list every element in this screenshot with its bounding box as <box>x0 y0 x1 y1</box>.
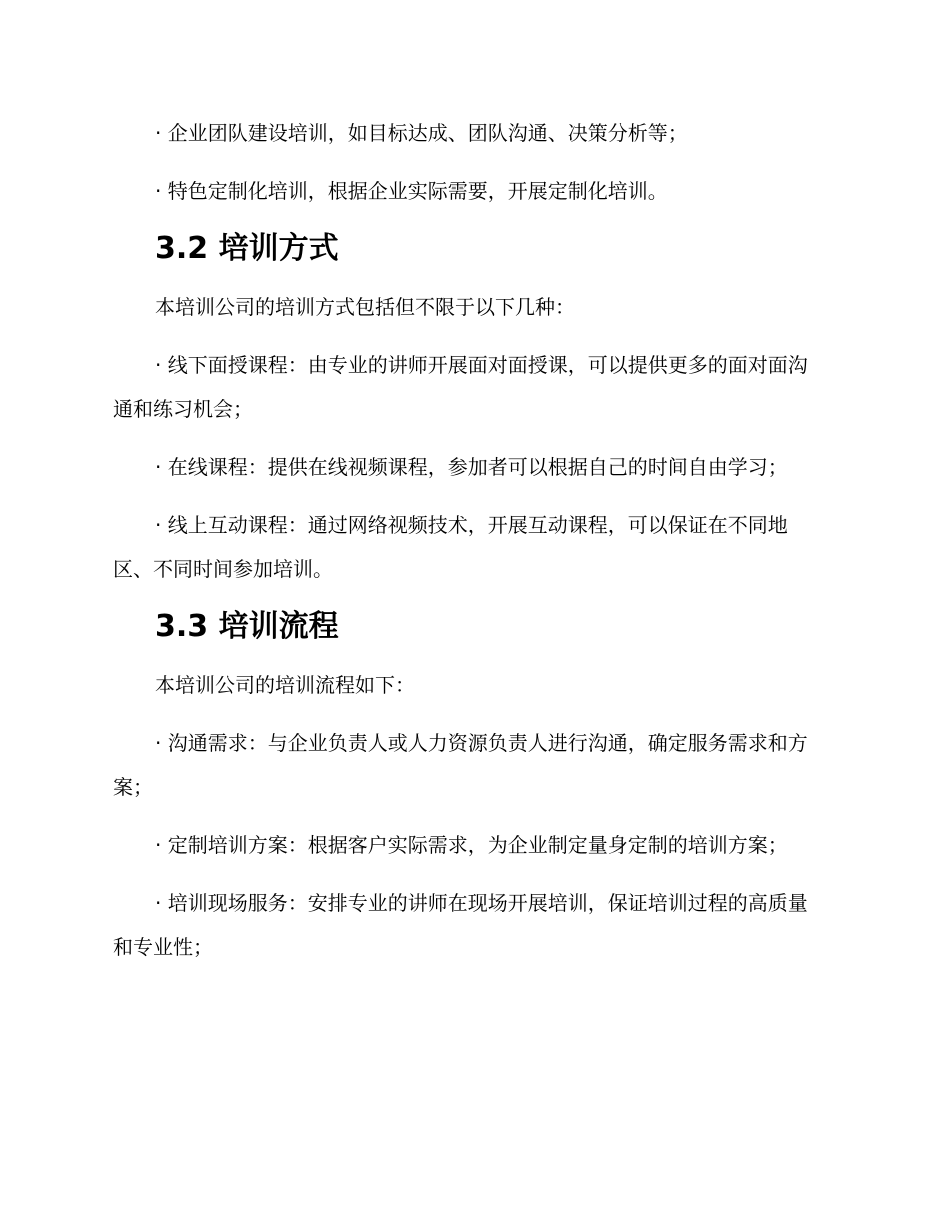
bullet-custom-plan: · 定制培训方案：根据客户实际需求，为企业制定量身定制的培训方案； <box>155 833 788 857</box>
bullet-offline-courses: · 线下面授课程：由专业的讲师开展面对面授课，可以提供更多的面对面沟通和练习机会； <box>113 353 808 421</box>
bullet-communicate-needs: · 沟通需求：与企业负责人或人力资源负责人进行沟通，确定服务需求和方案； <box>113 731 808 799</box>
section-heading-training-methods: 3.2 培训方式 <box>155 231 339 266</box>
bullet-online-courses: · 在线课程：提供在线视频课程，参加者可以根据自己的时间自由学习； <box>155 455 788 479</box>
bullet-custom-training: · 特色定制化培训，根据企业实际需要，开展定制化培训。 <box>155 179 668 203</box>
section-heading-training-process: 3.3 培训流程 <box>155 609 339 644</box>
bullet-team-building-training: · 企业团队建设培训，如目标达成、团队沟通、决策分析等； <box>155 121 688 145</box>
document-body <box>113 111 825 983</box>
bullet-interactive-online-courses: · 线上互动课程：通过网络视频技术，开展互动课程，可以保证在不同地区、不同时间参加培训。 <box>113 513 788 581</box>
training-methods-intro: 本培训公司的培训方式包括但不限于以下几种： <box>155 295 575 319</box>
bullet-onsite-service: · 培训现场服务：安排专业的讲师在现场开展培训，保证培训过程的高质量和专业性； <box>113 891 808 959</box>
training-process-intro: 本培训公司的培训流程如下： <box>155 673 415 697</box>
